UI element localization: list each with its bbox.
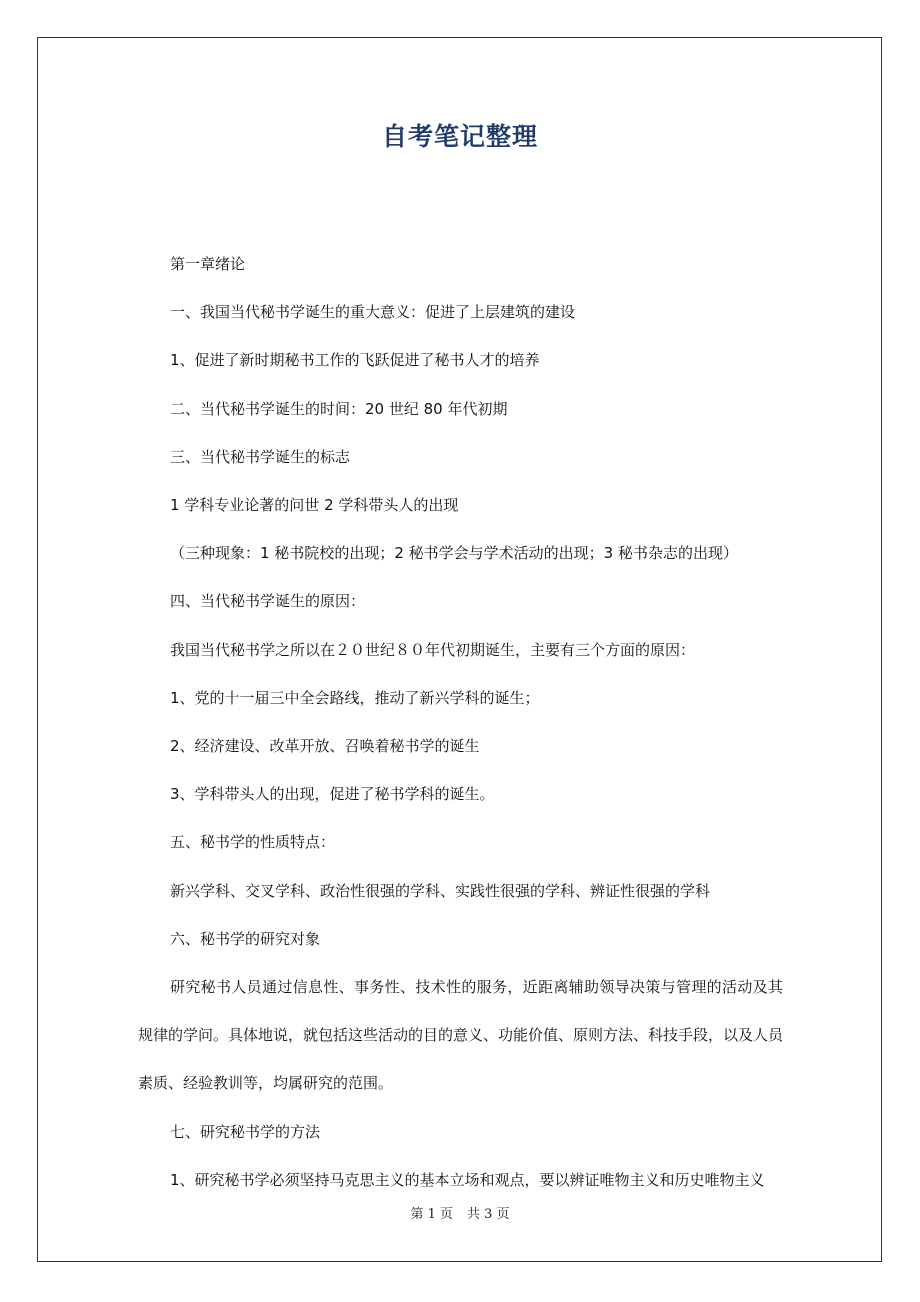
paragraph-section-5-content: 新兴学科、交叉学科、政治性很强的学科、实践性很强的学科、辨证性很强的学科 bbox=[170, 881, 711, 900]
paragraph-section-7-item-1: 1、研究秘书学必须坚持马克思主义的基本立场和观点，要以辨证唯物主义和历史唯物主义 bbox=[170, 1170, 765, 1189]
paragraph-section-5: 五、秘书学的性质特点： bbox=[170, 833, 336, 852]
paragraph-section-2: 二、当代秘书学诞生的时间：20 世纪 80 年代初期 bbox=[170, 399, 508, 418]
paragraph-section-3: 三、当代秘书学诞生的标志 bbox=[170, 447, 351, 466]
paragraph-section-3-note: （三种现象：1 秘书院校的出现；2 秘书学会与学术活动的出现；3 秘书杂志的出现） bbox=[170, 544, 738, 563]
paragraph-section-1: 一、我国当代秘书学诞生的重大意义：促进了上层建筑的建设 bbox=[170, 303, 576, 322]
page-number: 第 1 页 bbox=[410, 1207, 453, 1222]
paragraph-section-4-item-3: 3、学科带头人的出现，促进了秘书学科的诞生。 bbox=[170, 785, 495, 804]
paragraph-chapter-heading: 第一章绪论 bbox=[170, 255, 246, 273]
paragraph-section-4-item-1: 1、党的十一届三中全会路线，推动了新兴学科的诞生； bbox=[170, 688, 540, 707]
paragraph-section-6: 六、秘书学的研究对象 bbox=[170, 929, 321, 948]
paragraph-section-7: 七、研究秘书学的方法 bbox=[170, 1122, 321, 1141]
paragraph-section-3-items: 1 学科专业论著的问世 2 学科带头人的出现 bbox=[170, 496, 459, 515]
document-title: 自考笔记整理 bbox=[381, 122, 538, 151]
paragraph-section-6-content: 研究秘书人员通过信息性、事务性、技术性的服务，近距离辅助领导决策与管理的活动及其规律的学问。具体地说，就包括这些活动的目的意义、功能价值、原则方法、科技手段，以及人员素质、经验教训等，均属研究的范围。 bbox=[138, 978, 784, 1093]
document-body bbox=[138, 240, 783, 1204]
paragraph-section-4-intro: 我国当代秘书学之所以在２０世纪８０年代初期诞生，主要有三个方面的原因： bbox=[170, 640, 696, 659]
page-total: 共 3 页 bbox=[467, 1207, 510, 1222]
paragraph-section-4-item-2: 2、经济建设、改革开放、召唤着秘书学的诞生 bbox=[170, 737, 480, 756]
page-footer bbox=[0, 1205, 920, 1225]
paragraph-section-1-item: 1、促进了新时期秘书工作的飞跃促进了秘书人才的培养 bbox=[170, 351, 540, 370]
paragraph-section-4: 四、当代秘书学诞生的原因： bbox=[170, 592, 366, 611]
